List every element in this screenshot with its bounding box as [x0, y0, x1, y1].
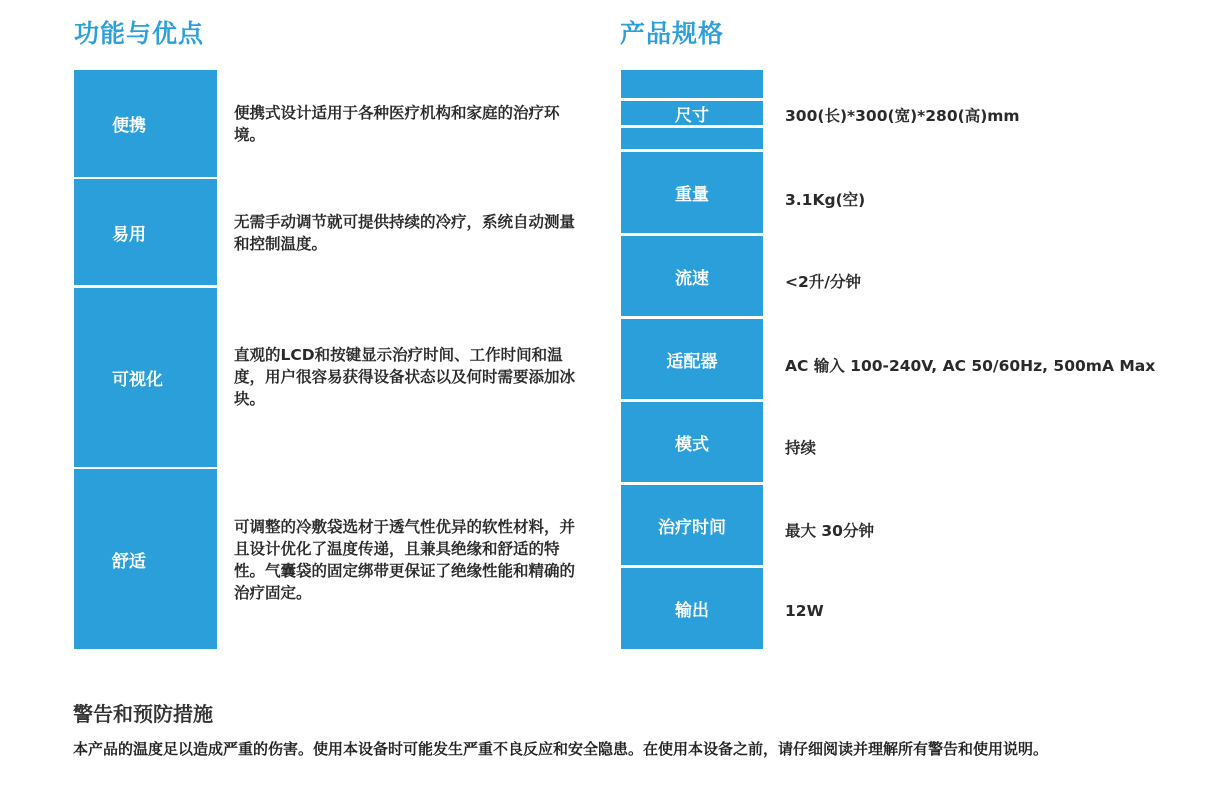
spec-value-mode: 持续 [785, 439, 817, 457]
spec-value-size: 300(长)*300(宽)*280(高)mm [785, 107, 1020, 125]
feature-desc-portable: 便携式设计适用于各种医疗机构和家庭的治疗环境。 [234, 104, 560, 144]
spec-label-duration: 治疗时间 [621, 485, 763, 565]
spec-value-weight: 3.1Kg(空) [785, 191, 866, 209]
spec-label-weight: 重量 [621, 152, 763, 233]
feature-desc-visual: 直观的LCD和按键显示治疗时间、工作时间和温度，用户很容易获得设备状态以及何时需要添加冰块。 [234, 346, 576, 408]
warning-title: 警告和预防措施 [73, 702, 213, 726]
spec-label-adapter: 适配器 [621, 319, 763, 399]
specs-title: 产品规格 [620, 19, 725, 48]
feature-label-visual: 可视化 [74, 288, 217, 467]
feature-label-comfort: 舒适 [74, 469, 217, 649]
features-title: 功能与优点 [74, 19, 205, 48]
spec-value-duration: 最大 30分钟 [785, 522, 874, 540]
feature-desc-easy: 无需手动调节就可提供持续的冷疗，系统自动测量和控制温度。 [234, 213, 576, 253]
spec-label-flow: 流速 [621, 236, 763, 316]
feature-label-portable: 便携 [74, 70, 217, 177]
spec-label-output: 输出 [621, 568, 763, 649]
spec-label-mode: 模式 [621, 402, 763, 482]
feature-desc-comfort: 可调整的冷敷袋选材于透气性优异的软性材料，并且设计优化了温度传递，且兼具绝缘和舒适的特性。气囊袋的固定绑带更保证了绝缘性能和精确的治疗固定。 [234, 518, 576, 602]
spec-label-size: 尺寸 [621, 101, 763, 125]
spec-value-flow: <2升/分钟 [785, 273, 861, 291]
spec-label-blank-bottom [621, 128, 763, 149]
spec-label-blank-top [621, 70, 763, 98]
feature-label-easy: 易用 [74, 179, 217, 285]
spec-value-adapter: AC 输入 100-240V, AC 50/60Hz, 500mA Max [785, 357, 1156, 375]
warning-text: 本产品的温度足以造成严重的伤害。使用本设备时可能发生严重不良反应和安全隐患。在使用本设备之前，请仔细阅读并理解所有警告和使用说明。 [73, 740, 1049, 758]
spec-value-output: 12W [785, 602, 824, 620]
